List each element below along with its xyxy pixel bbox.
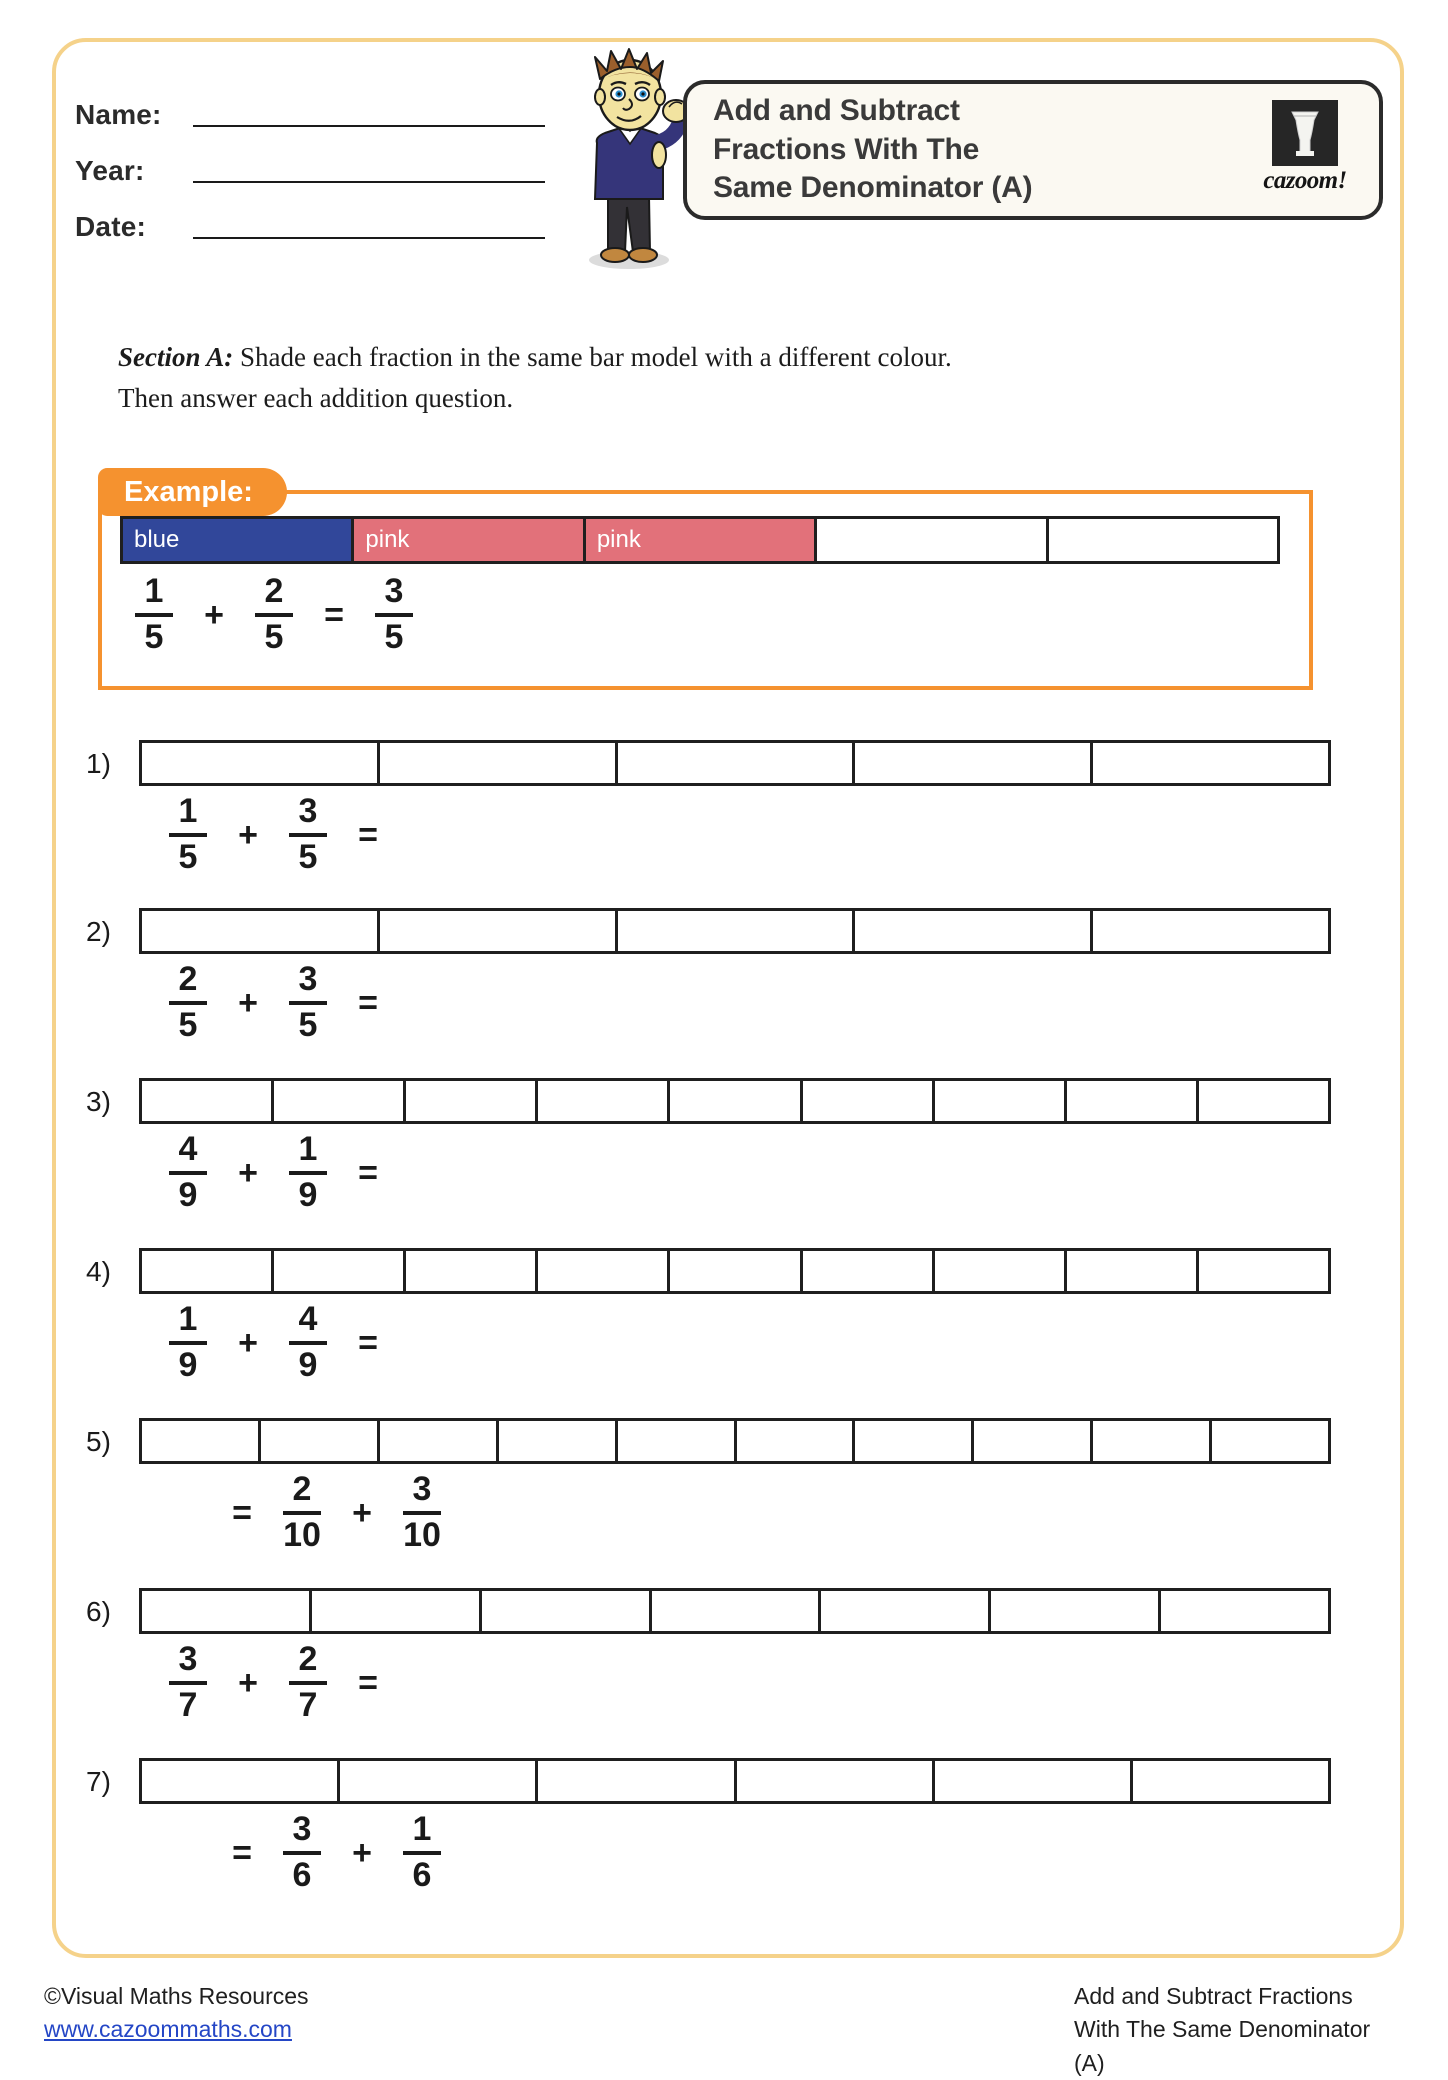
fraction-numerator: 2 (292, 1470, 312, 1509)
year-field-label: Year: (75, 155, 145, 186)
fraction-denominator: 5 (178, 838, 198, 876)
section-a-instructions (118, 337, 1298, 418)
bar-cell-empty[interactable] (652, 1591, 822, 1631)
fraction-first (160, 794, 216, 875)
fraction-numerator: 3 (412, 1470, 432, 1509)
plus-operator: + (238, 983, 258, 1022)
fraction-bar (169, 833, 207, 837)
worksheet-title-box (683, 80, 1383, 220)
question-equation (216, 1470, 456, 1556)
bar-cell-empty[interactable] (803, 1081, 935, 1121)
fraction-bar (289, 1681, 327, 1685)
fraction-numerator: 3 (178, 1640, 198, 1679)
bar-cell-empty[interactable] (380, 743, 618, 783)
bar-model (139, 908, 1331, 954)
fraction-bar (135, 613, 173, 617)
bar-cell-shaded-blue[interactable]: blue (123, 519, 354, 561)
bar-cell-empty[interactable] (1067, 1251, 1199, 1291)
fraction-second (394, 1472, 450, 1553)
fraction-first (274, 1812, 330, 1893)
fraction-second (280, 794, 336, 875)
fraction-second (280, 1642, 336, 1723)
bar-cell-empty[interactable] (737, 1761, 935, 1801)
drum-icon (1272, 100, 1338, 166)
fraction-bar (169, 1341, 207, 1345)
bar-cell-empty[interactable] (142, 1421, 261, 1461)
fraction-denominator: 9 (298, 1346, 318, 1384)
fraction-second (280, 962, 336, 1043)
cazoom-website-link[interactable]: www.cazoommaths.com (44, 2016, 292, 2043)
bar-cell-empty[interactable] (855, 911, 1093, 951)
question-equation (154, 1640, 514, 1726)
equals-operator: = (232, 1833, 252, 1872)
bar-cell-empty[interactable] (538, 1251, 670, 1291)
bar-cell-empty[interactable] (817, 519, 1048, 561)
fraction-first (160, 1132, 216, 1213)
footer-doc-title-line-1: Add and Subtract Fractions (1074, 1983, 1353, 2009)
section-label: Section A: (118, 342, 234, 372)
fraction-first (126, 574, 182, 655)
bar-cell-empty[interactable] (991, 1591, 1161, 1631)
fraction-bar (169, 1681, 207, 1685)
question-equation (154, 960, 514, 1046)
question-number: 3) (86, 1086, 111, 1117)
fraction-numerator: 2 (178, 960, 198, 999)
page-title-line-3: Same Denominator (A) (713, 171, 1033, 205)
fraction-bar (283, 1511, 321, 1515)
question-number: 5) (86, 1426, 111, 1457)
plus-operator: + (352, 1833, 372, 1872)
fraction-numerator: 4 (298, 1300, 318, 1339)
fraction-bar (255, 613, 293, 617)
equals-operator: = (358, 983, 378, 1022)
bar-cell-empty[interactable] (618, 911, 856, 951)
fraction-numerator: 1 (178, 1300, 198, 1339)
fraction-numerator: 1 (298, 1130, 318, 1169)
bar-cell-empty[interactable] (974, 1421, 1093, 1461)
name-field-label: Name: (75, 99, 162, 130)
equals-operator: = (358, 815, 378, 854)
bar-cell-empty[interactable] (737, 1421, 856, 1461)
fraction-denominator: 7 (178, 1686, 198, 1724)
fraction-numerator: 3 (298, 792, 318, 831)
bar-cell-empty[interactable] (142, 911, 380, 951)
fraction-denominator: 6 (412, 1856, 432, 1894)
fraction-denominator: 5 (384, 618, 404, 656)
equals-operator: = (358, 1323, 378, 1362)
bar-cell-empty[interactable] (803, 1251, 935, 1291)
copyright-text: ©Visual Maths Resources (44, 1983, 309, 2009)
fraction-first (160, 962, 216, 1043)
equals-operator: = (232, 1493, 252, 1532)
bar-cell-empty[interactable] (618, 1421, 737, 1461)
instructions-line-2: Then answer each addition question. (118, 382, 514, 413)
equals-operator: = (324, 595, 344, 634)
bar-model (139, 1758, 1331, 1804)
bar-model (139, 1588, 1331, 1634)
year-field-row (75, 133, 545, 189)
fraction-denominator: 9 (178, 1176, 198, 1214)
page-title-line-2: Fractions With The (713, 132, 980, 166)
fraction-numerator: 4 (178, 1130, 198, 1169)
footer-right (1074, 1980, 1404, 2080)
bar-cell-empty[interactable] (1161, 1591, 1328, 1631)
example-tab-label: Example: (98, 468, 287, 516)
bar-cell-empty[interactable] (670, 1251, 802, 1291)
footer-left (44, 1980, 309, 2047)
question-number: 6) (86, 1596, 111, 1627)
answer-space[interactable] (394, 1648, 514, 1718)
example-bar-model (120, 516, 1280, 564)
fraction-denominator: 5 (264, 618, 284, 656)
bar-cell-empty[interactable] (1093, 1421, 1212, 1461)
fraction-bar (289, 1341, 327, 1345)
question-equation (216, 1810, 456, 1896)
fraction-second (280, 1132, 336, 1213)
student-info-block (75, 77, 545, 245)
instructions-text-1: Shade each fraction in the same bar model with a different colour. (233, 342, 952, 372)
bar-cell-empty[interactable] (406, 1251, 538, 1291)
bar-cell-empty[interactable] (1133, 1761, 1328, 1801)
bar-cell-shaded-pink[interactable]: pink (586, 519, 817, 561)
question-equation (154, 1300, 514, 1386)
bar-cell-empty[interactable] (935, 1761, 1133, 1801)
fraction-numerator: 3 (384, 572, 404, 611)
bar-cell-empty[interactable] (406, 1081, 538, 1121)
equals-operator: = (358, 1663, 378, 1702)
fraction-answer (366, 574, 422, 655)
bar-model (139, 1248, 1331, 1294)
fraction-numerator: 3 (292, 1810, 312, 1849)
bar-cell-empty[interactable] (538, 1081, 670, 1121)
fraction-first (274, 1472, 330, 1553)
fraction-bar (403, 1511, 441, 1515)
bar-cell-empty[interactable] (142, 1251, 274, 1291)
bar-cell-empty[interactable] (380, 1421, 499, 1461)
bar-cell-empty[interactable] (1199, 1251, 1328, 1291)
example-panel (98, 468, 1313, 690)
fraction-bar (403, 1851, 441, 1855)
bar-cell-empty[interactable] (935, 1081, 1067, 1121)
fraction-first (160, 1302, 216, 1383)
answer-space[interactable] (394, 1308, 514, 1378)
name-field-line[interactable] (193, 123, 545, 127)
bar-cell-empty[interactable] (482, 1591, 652, 1631)
fraction-bar (169, 1001, 207, 1005)
fraction-second (246, 574, 302, 655)
bar-cell-empty[interactable] (274, 1081, 406, 1121)
fraction-denominator: 5 (144, 618, 164, 656)
fraction-denominator: 10 (403, 1516, 441, 1554)
bar-cell-empty[interactable] (380, 911, 618, 951)
bar-cell-empty[interactable] (499, 1421, 618, 1461)
date-field-label: Date: (75, 211, 147, 242)
page-title-line-1: Add and Subtract (713, 94, 960, 128)
question-number: 4) (86, 1256, 111, 1287)
fraction-bar (289, 833, 327, 837)
fraction-denominator: 6 (292, 1856, 312, 1894)
plus-operator: + (204, 595, 224, 634)
plus-operator: + (238, 1663, 258, 1702)
bar-cell-empty[interactable] (1049, 519, 1277, 561)
fraction-denominator: 5 (178, 1006, 198, 1044)
answer-space[interactable] (394, 800, 514, 870)
bar-cell-empty[interactable] (538, 1761, 736, 1801)
year-field-line[interactable] (193, 179, 545, 183)
fraction-bar (169, 1171, 207, 1175)
fraction-second (280, 1302, 336, 1383)
date-field-row (75, 189, 545, 245)
question-number: 1) (86, 748, 111, 779)
page-title (687, 92, 1193, 207)
bar-cell-empty[interactable] (142, 743, 380, 783)
bar-cell-empty[interactable] (340, 1761, 538, 1801)
fraction-numerator: 2 (298, 1640, 318, 1679)
cazoom-logo (1253, 100, 1357, 195)
answer-space[interactable] (394, 1138, 514, 1208)
name-field-row (75, 77, 545, 133)
bar-cell-empty[interactable] (935, 1251, 1067, 1291)
plus-operator: + (238, 1323, 258, 1362)
bar-cell-empty[interactable] (142, 1591, 312, 1631)
bar-cell-empty[interactable] (274, 1251, 406, 1291)
bar-cell-empty[interactable] (821, 1591, 991, 1631)
instructions-line-1 (118, 337, 1298, 378)
question-equation (154, 792, 514, 878)
fraction-denominator: 5 (298, 1006, 318, 1044)
fraction-denominator: 5 (298, 838, 318, 876)
plus-operator: + (352, 1493, 372, 1532)
bar-cell-empty[interactable] (1093, 743, 1328, 783)
date-field-line[interactable] (193, 235, 545, 239)
fraction-denominator: 9 (298, 1176, 318, 1214)
fraction-denominator: 9 (178, 1346, 198, 1384)
footer-doc-title-line-2: With The Same Denominator (A) (1074, 2016, 1371, 2076)
fraction-denominator: 10 (283, 1516, 321, 1554)
plus-operator: + (238, 1153, 258, 1192)
fraction-numerator: 1 (144, 572, 164, 611)
worksheet-header (75, 55, 1375, 265)
fraction-first (160, 1642, 216, 1723)
fraction-denominator: 7 (298, 1686, 318, 1724)
bar-cell-empty[interactable] (855, 1421, 974, 1461)
bar-cell-empty[interactable] (142, 1761, 340, 1801)
bar-cell-empty[interactable] (1199, 1081, 1328, 1121)
bar-cell-empty[interactable] (1093, 911, 1328, 951)
equals-operator: = (358, 1153, 378, 1192)
bar-cell-empty[interactable] (261, 1421, 380, 1461)
fraction-numerator: 2 (264, 572, 284, 611)
question-equation (154, 1130, 514, 1216)
bar-model (139, 740, 1331, 786)
bar-cell-empty[interactable] (312, 1591, 482, 1631)
fraction-numerator: 1 (178, 792, 198, 831)
bar-cell-empty[interactable] (1212, 1421, 1328, 1461)
bar-model (139, 1418, 1331, 1464)
example-equation (120, 572, 428, 658)
answer-space[interactable] (394, 968, 514, 1038)
cazoom-logo-wordmark: cazoom! (1263, 167, 1347, 194)
fraction-bar (283, 1851, 321, 1855)
bar-cell-empty[interactable] (142, 1081, 274, 1121)
bar-cell-empty[interactable] (618, 743, 856, 783)
bar-cell-shaded-pink[interactable]: pink (354, 519, 585, 561)
bar-cell-empty[interactable] (670, 1081, 802, 1121)
plus-operator: + (238, 815, 258, 854)
fraction-numerator: 3 (298, 960, 318, 999)
question-number: 2) (86, 916, 111, 947)
fraction-bar (289, 1171, 327, 1175)
bar-cell-empty[interactable] (855, 743, 1093, 783)
bar-cell-empty[interactable] (1067, 1081, 1199, 1121)
fraction-numerator: 1 (412, 1810, 432, 1849)
fraction-bar (289, 1001, 327, 1005)
bar-model (139, 1078, 1331, 1124)
fraction-bar (375, 613, 413, 617)
fraction-second (394, 1812, 450, 1893)
question-number: 7) (86, 1766, 111, 1797)
